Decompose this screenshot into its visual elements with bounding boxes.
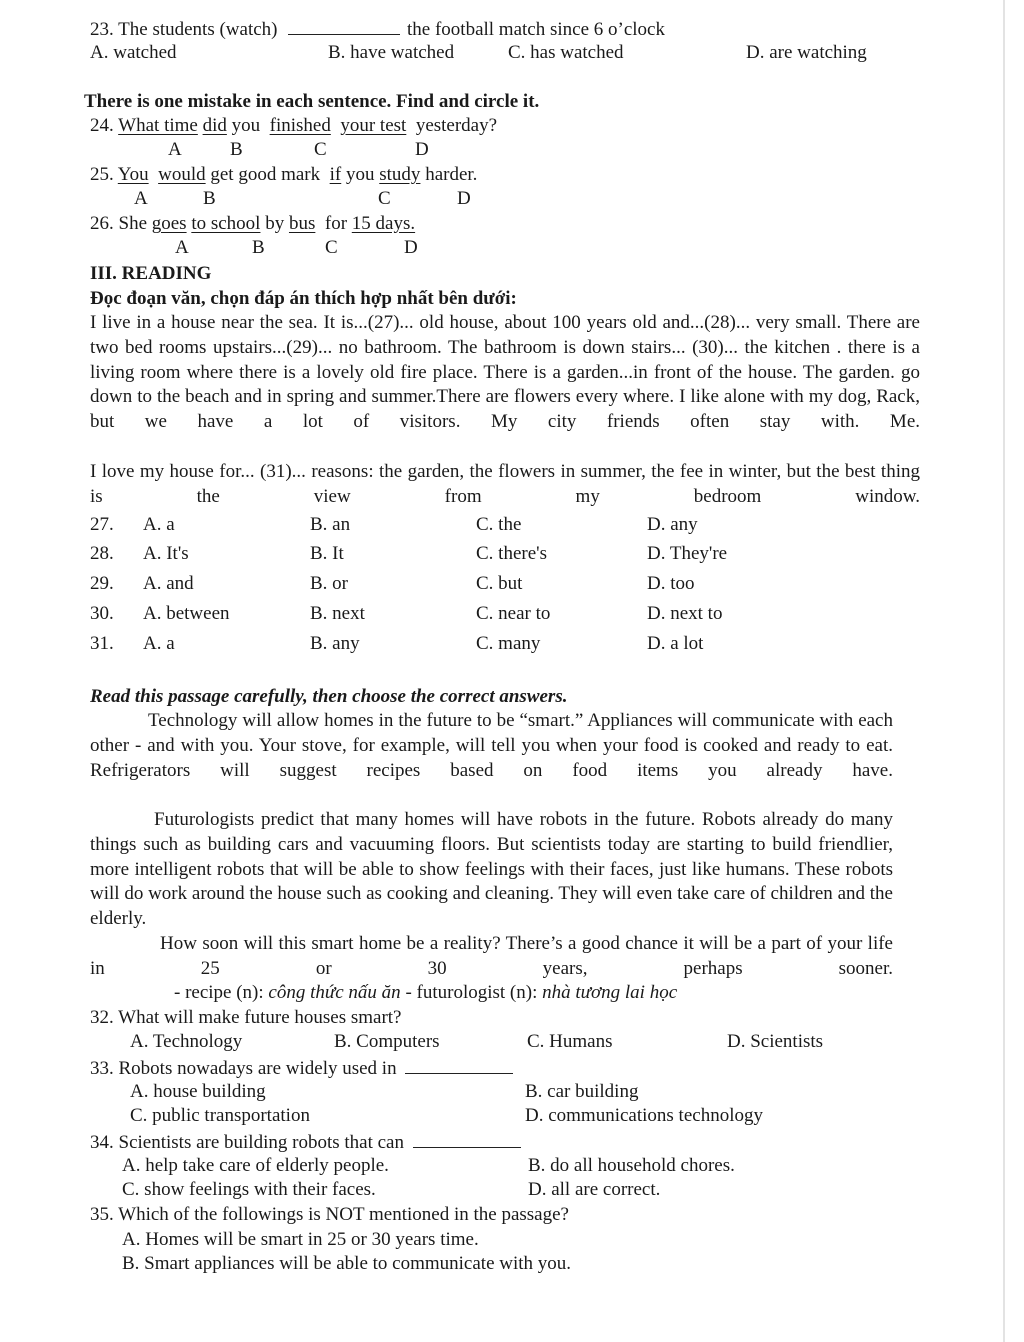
q28-option-d: D. They're (647, 543, 728, 564)
q32-option-c: C. Humans (527, 1031, 613, 1052)
q28-num: 28. (90, 543, 114, 564)
q34-option-d: D. all are correct. (528, 1179, 661, 1200)
gloss-futurologist-meaning: nhà tương lai học (542, 982, 678, 1003)
q24-letter-d: D (415, 139, 429, 160)
gloss-recipe-meaning: công thức nấu ăn (268, 982, 401, 1003)
q25-letter-c: C (378, 188, 391, 209)
q35-option-b: B. Smart appliances will be able to communicate with you. (122, 1253, 572, 1274)
q26-part-by: by (265, 213, 285, 234)
q30-option-c: C. near to (476, 603, 551, 624)
q25-part-c: if (329, 164, 342, 185)
q35-option-a: A. Homes will be smart in 25 or 30 years time. (122, 1229, 479, 1250)
q25-sentence (90, 163, 477, 187)
reading2-para-3: How soon will this smart home be a reality? There’s a good chance it will be a part of your life in 25 or 30 years, perhaps sooner. (90, 933, 893, 979)
page-edge (1003, 0, 1005, 1342)
q33-option-d: D. communications technology (525, 1105, 763, 1126)
q27-option-d: D. any (647, 514, 698, 535)
q27-option-b: B. an (310, 514, 351, 535)
q32-option-b: B. Computers (334, 1031, 440, 1052)
q24-letter-b: B (230, 139, 243, 160)
q23-option-b: B. have watched (328, 42, 455, 63)
q28-option-a: A. It's (143, 543, 189, 564)
q23-stem-b: the football match since 6 o’clock (407, 19, 665, 40)
q25-part-a: You (117, 164, 149, 185)
q23-option-d: D. are watching (746, 42, 867, 63)
q24-sentence (90, 114, 497, 138)
q33-stem: 33. Robots nowadays are widely used in (90, 1058, 397, 1079)
q24-part-a: What time (118, 115, 198, 136)
reading2-para-1: Technology will allow homes in the future to be “smart.” Appliances will communicate with each other - and with you. Your stove, for example, will tell you when your food is cooked and ready to eat. Refrigerators will suggest recipes based on food items you already have. (90, 710, 893, 781)
q30-option-d: D. next to (647, 603, 723, 624)
q31-option-a: A. a (143, 633, 175, 654)
q27-option-c: C. the (476, 514, 522, 535)
q28-option-c: C. there's (476, 543, 547, 564)
q25-letter-a: A (134, 188, 148, 209)
q33-blank (405, 1055, 513, 1074)
q24-letter-a: A (168, 139, 182, 160)
reading-passage-2: I love my house for... (31)... reasons: the garden, the flowers in summer, the fee in winter, but the best thing is the view from my bedroom window. (90, 461, 920, 507)
q24-part-c: finished (269, 115, 331, 136)
q26-letter-d: D (404, 237, 418, 258)
q29-num: 29. (90, 573, 114, 594)
reading-title: III. READING (90, 263, 212, 284)
q25-part-b: would (158, 164, 206, 185)
q30-option-b: B. next (310, 603, 365, 624)
q24-part-end: yesterday? (415, 115, 498, 136)
q24-letter-c: C (314, 139, 327, 160)
q32-option-a: A. Technology (130, 1031, 243, 1052)
q30-num: 30. (90, 603, 114, 624)
q26-letter-c: C (325, 237, 338, 258)
q24-part-b: did (202, 115, 227, 136)
reading2-para-2: Futurologists predict that many homes will have robots in the future. Robots already do many things such as building cars and vacuuming floors. But scientists today are starting to build friendlier, more intelligent robots that will be able to show feelings with their faces, just like humans. These robots will do work around the house such as cooking and cleaning. They will even take care of children and the elderly. (90, 809, 893, 930)
q25-part-mid: get good mark (210, 164, 321, 185)
q33-option-a: A. house building (130, 1081, 266, 1102)
q34-option-b: B. do all household chores. (528, 1155, 735, 1176)
q34-option-c: C. show feelings with their faces. (122, 1179, 376, 1200)
q25-part-you: you (346, 164, 375, 185)
q27-num: 27. (90, 514, 114, 535)
q32-option-d: D. Scientists (727, 1031, 824, 1052)
q23-stem-a: 23. The students (watch) (90, 19, 278, 40)
q23-blank (288, 16, 400, 35)
q26-num: 26. (90, 213, 114, 234)
q29-option-b: B. or (310, 573, 348, 594)
q26-part-b: to school (191, 213, 261, 234)
q26-sentence (90, 212, 415, 236)
q28-option-b: B. It (310, 543, 344, 564)
q34-option-a: A. help take care of elderly people. (122, 1155, 389, 1176)
q23-option-c: C. has watched (508, 42, 624, 63)
q31-num: 31. (90, 633, 114, 654)
q23-stem (90, 16, 665, 42)
q24-num: 24. (90, 115, 114, 136)
q27-option-a: A. a (143, 514, 175, 535)
reading2-glossary (174, 981, 677, 1005)
q26-letter-b: B (252, 237, 265, 258)
reading-passage-1: I live in a house near the sea. It is...(27)... old house, about 100 years old and...(28)... very small. There are two bed rooms upstairs...(29)... no bathroom. The bathroom is down stairs... (30)... the kitchen . there is a living room where there is a lovely old fire place. There is a garden...in front of the house. The garden. go down to the beach and in spring and summer.There are flowers every where. I like alone with my dog, Rack, but we have a lot of visitors. My city friends often stay with. Me. (90, 312, 920, 433)
q29-option-a: A. and (143, 573, 194, 594)
gloss-recipe: - recipe (n): (174, 982, 269, 1003)
q31-option-c: C. many (476, 633, 541, 654)
q29-option-c: C. but (476, 573, 523, 594)
q34-stem: 34. Scientists are building robots that can (90, 1132, 404, 1153)
q25-part-d: study (379, 164, 421, 185)
q25-letter-d: D (457, 188, 471, 209)
q26-part-for: for (324, 213, 348, 234)
q30-option-a: A. between (143, 603, 230, 624)
q24-part-d: your test (340, 115, 407, 136)
error-section-heading: There is one mistake in each sentence. Find and circle it. (84, 91, 540, 112)
q33-option-c: C. public transportation (130, 1105, 310, 1126)
q35-stem: 35. Which of the followings is NOT mentioned in the passage? (90, 1204, 569, 1225)
q31-option-b: B. any (310, 633, 360, 654)
reading-instruction: Đọc đoạn văn, chọn đáp án thích hợp nhất bên dưới: (90, 288, 517, 309)
q26-part-a: goes (151, 213, 187, 234)
q24-part-you: you (231, 115, 261, 136)
q29-option-d: D. too (647, 573, 695, 594)
q33-option-b: B. car building (525, 1081, 639, 1102)
q25-num: 25. (90, 164, 114, 185)
reading2-heading: Read this passage carefully, then choose the correct answers. (90, 686, 568, 707)
gloss-futurologist: - futurologist (n): (400, 982, 543, 1003)
q32-stem: 32. What will make future houses smart? (90, 1007, 402, 1028)
q34-stem-line (90, 1129, 521, 1155)
q26-part-c: bus (288, 213, 316, 234)
q23-option-a: A. watched (90, 42, 177, 63)
q25-letter-b: B (203, 188, 216, 209)
q25-part-end: harder. (425, 164, 478, 185)
q34-blank (413, 1129, 521, 1148)
q26-part-she: She (118, 213, 147, 234)
q33-stem-line (90, 1055, 513, 1081)
q31-option-d: D. a lot (647, 633, 704, 654)
q26-part-d: 15 days. (351, 213, 416, 234)
q26-letter-a: A (175, 237, 189, 258)
